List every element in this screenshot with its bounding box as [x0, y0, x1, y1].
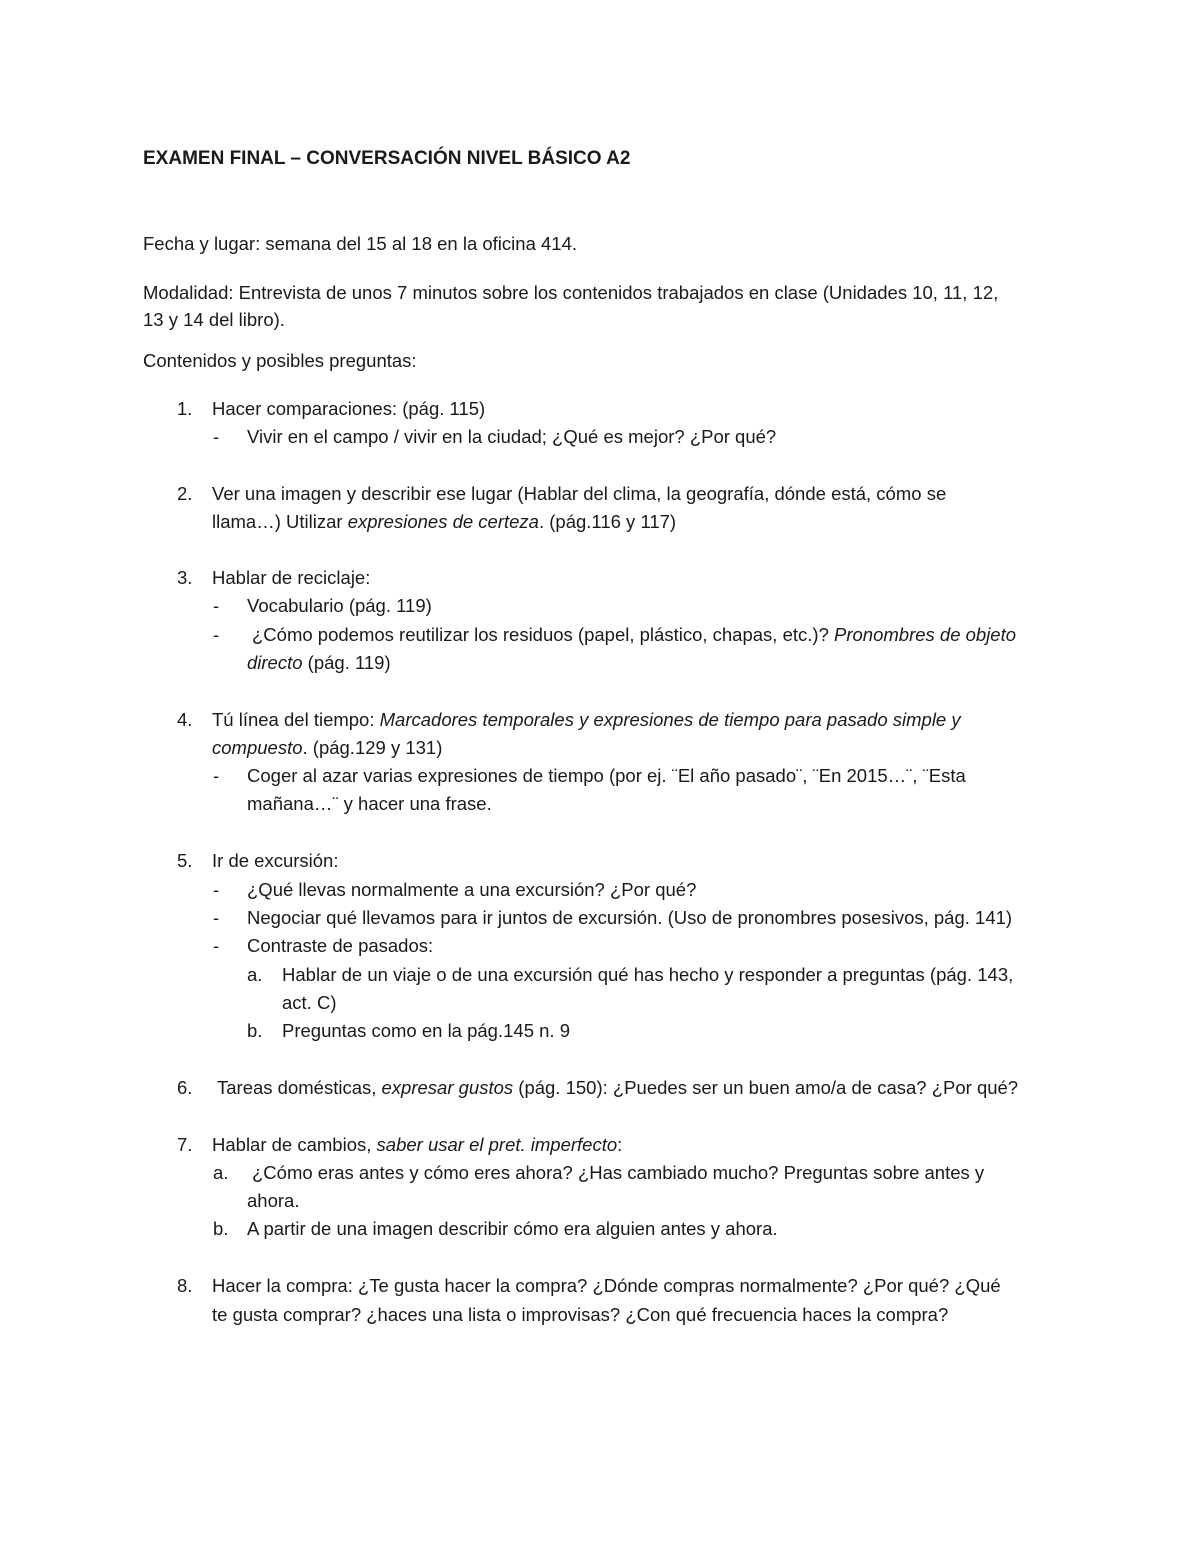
item-6-text: Tareas domésticas, expresar gustos (pág. 150): ¿Puedes ser un buen amo/a de casa? ¿Por qué?	[217, 1077, 1019, 1098]
dash-marker: -	[213, 624, 220, 645]
item-2-line-1: Ver una imagen y describir ese lugar (Hablar del clima, la geografía, dónde está, cómo se	[212, 483, 947, 504]
item-4-line-1: Tú línea del tiempo: Marcadores temporales y expresiones de tiempo para pasado simple y	[212, 709, 961, 730]
item-number-7: 7.	[177, 1134, 193, 1155]
fecha-line: Fecha y lugar: semana del 15 al 18 en la oficina 414.	[143, 233, 578, 254]
item-5-sub-2: Negociar qué llevamos para ir juntos de excursión. (Uso de pronombres posesivos, pág. 141)	[247, 907, 1013, 928]
item-5-sub-b: Preguntas como en la pág.145 n. 9	[282, 1020, 570, 1041]
letter-marker-a: a.	[213, 1162, 229, 1183]
item-7-sub-b: A partir de una imagen describir cómo era alguien antes y ahora.	[247, 1218, 778, 1239]
item-1-sub-1: Vivir en el campo / vivir en la ciudad; ¿Qué es mejor? ¿Por qué?	[247, 426, 777, 447]
item-1-text: Hacer comparaciones: (pág. 115)	[212, 398, 486, 419]
item-7-sub-a-line-1: ¿Cómo eras antes y cómo eres ahora? ¿Has cambiado mucho? Preguntas sobre antes y	[252, 1162, 985, 1183]
item-5-text: Ir de excursión:	[212, 850, 339, 871]
item-4-line-2: compuesto. (pág.129 y 131)	[212, 737, 443, 758]
dash-marker: -	[213, 765, 220, 786]
item-number-3: 3.	[177, 567, 193, 588]
item-5-sub-3: Contraste de pasados:	[247, 935, 434, 956]
dash-marker: -	[213, 426, 220, 447]
item-number-1: 1.	[177, 398, 193, 419]
item-number-4: 4.	[177, 709, 193, 730]
item-4-sub-1-line-2: mañana…¨ y hacer una frase.	[247, 793, 492, 814]
dash-marker: -	[213, 935, 220, 956]
dash-marker: -	[213, 907, 220, 928]
letter-marker-b: b.	[247, 1020, 263, 1041]
letter-marker-b: b.	[213, 1218, 229, 1239]
item-5-sub-a-line-2: act. C)	[282, 992, 337, 1013]
item-3-text: Hablar de reciclaje:	[212, 567, 371, 588]
dash-marker: -	[213, 595, 220, 616]
item-8-line-2: te gusta comprar? ¿haces una lista o improvisas? ¿Con qué frecuencia haces la compra?	[212, 1304, 949, 1325]
item-2-line-2: llama…) Utilizar expresiones de certeza. (pág.116 y 117)	[212, 511, 677, 532]
dash-marker: -	[213, 879, 220, 900]
item-8-line-1: Hacer la compra: ¿Te gusta hacer la compra? ¿Dónde compras normalmente? ¿Por qué? ¿Qué	[212, 1275, 1001, 1296]
page-title: EXAMEN FINAL – CONVERSACIÓN NIVEL BÁSICO A2	[143, 148, 631, 169]
item-number-8: 8.	[177, 1275, 193, 1296]
item-3-sub-1: Vocabulario (pág. 119)	[247, 595, 432, 616]
item-7-text: Hablar de cambios, saber usar el pret. imperfecto:	[212, 1134, 623, 1155]
letter-marker-a: a.	[247, 964, 263, 985]
item-4-sub-1-line-1: Coger al azar varias expresiones de tiempo (por ej. ¨El año pasado¨, ¨En 2015…¨, ¨Esta	[247, 765, 966, 786]
item-number-5: 5.	[177, 850, 193, 871]
item-3-sub-2-line-1: ¿Cómo podemos reutilizar los residuos (papel, plástico, chapas, etc.)? Pronombres de objeto	[252, 624, 1017, 645]
contenidos-heading: Contenidos y posibles preguntas:	[143, 350, 417, 371]
item-number-2: 2.	[177, 483, 193, 504]
item-number-6: 6.	[177, 1077, 193, 1098]
item-7-sub-a-line-2: ahora.	[247, 1190, 300, 1211]
modalidad-line-2: 13 y 14 del libro).	[143, 309, 285, 330]
item-5-sub-1: ¿Qué llevas normalmente a una excursión? ¿Por qué?	[247, 879, 697, 900]
item-5-sub-a-line-1: Hablar de un viaje o de una excursión qué has hecho y responder a preguntas (pág. 143,	[282, 964, 1014, 985]
item-3-sub-2-line-2: directo (pág. 119)	[247, 652, 391, 673]
modalidad-line-1: Modalidad: Entrevista de unos 7 minutos sobre los contenidos trabajados en clase (Unidades 10, 11, 12,	[143, 282, 999, 303]
